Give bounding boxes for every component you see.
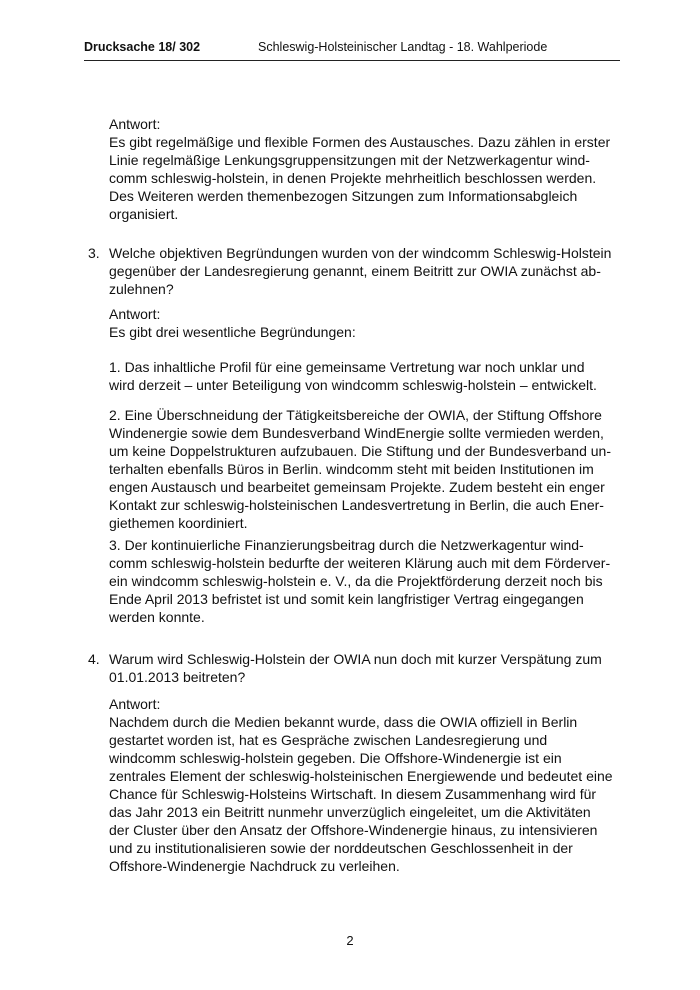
text-line: und zu institutionalisieren sowie der norddeutschen Geschlossenheit in der <box>109 840 573 856</box>
text-line: terhalten ebenfalls Büros in Berlin. windcomm steht mit beiden Institutionen im <box>109 461 594 477</box>
answer-label: Antwort: <box>109 696 161 712</box>
answer-4 <box>109 695 629 875</box>
parliament-title: Schleswig-Holsteinischer Landtag - 18. Wahlperiode <box>258 40 548 54</box>
text-line: zulehnen? <box>109 281 174 297</box>
text-line: Warum wird Schleswig-Holstein der OWIA nun doch mit kurzer Verspätung zum <box>109 651 602 667</box>
text-line: gestartet worden ist, hat es Gespräche zwischen Landesregierung und <box>109 732 548 748</box>
text-line: giethemen koordiniert. <box>109 515 248 531</box>
text-line: Chance für Schleswig-Holsteins Wirtschaft. In diesem Zusammenhang wird für <box>109 786 597 802</box>
text-line: engen Austausch und bearbeitet gemeinsam Projekte. Zudem besteht ein enger <box>109 479 605 495</box>
text-line: Ende April 2013 befristet ist und somit kein langfristiger Vertrag eingegangen <box>109 591 584 607</box>
question-4 <box>109 650 629 686</box>
question-3 <box>109 244 629 298</box>
answer-3-paragraph-1 <box>109 358 629 394</box>
answer-label: Antwort: <box>109 306 161 322</box>
text-line: comm schleswig-holstein, in denen Projekte mehrheitlich beschlossen werden. <box>109 170 597 186</box>
page-number: 2 <box>346 933 354 948</box>
text-line: gegenüber der Landesregierung genannt, einem Beitritt zur OWIA zunächst ab- <box>109 263 601 279</box>
answer-previous <box>109 115 629 223</box>
text-line: Linie regelmäßige Lenkungsgruppensitzungen mit der Netzwerkagentur wind- <box>109 152 590 168</box>
text-line: Kontakt zur schleswig-holsteinischen Landesvertretung in Berlin, die auch Ener- <box>109 497 604 513</box>
question-4-number: 4. <box>88 651 100 667</box>
text-line: Offshore-Windenergie Nachdruck zu verleihen. <box>109 858 400 874</box>
text-line: windcomm schleswig-holstein gegeben. Die Offshore-Windenergie ist ein <box>109 750 562 766</box>
text-line: ein windcomm schleswig-holstein e. V., da die Projektförderung derzeit noch bis <box>109 573 603 589</box>
answer-3 <box>109 305 629 341</box>
text-line: das Jahr 2013 ein Beitritt nunmehr unverzüglich eingeleitet, um die Aktivitäten <box>109 804 591 820</box>
text-line: Es gibt regelmäßige und flexible Formen des Austausches. Dazu zählen in erster <box>109 134 611 150</box>
answer-3-paragraph-2 <box>109 406 629 532</box>
text-line: Nachdem durch die Medien bekannt wurde, dass die OWIA offiziell in Berlin <box>109 714 578 730</box>
text-line: Windenergie sowie dem Bundesverband WindEnergie sollte vermieden werden, <box>109 425 604 441</box>
text-line: 1. Das inhaltliche Profil für eine gemeinsame Vertretung war noch unklar und <box>109 359 585 375</box>
question-3-number: 3. <box>88 245 100 261</box>
answer-intro: Es gibt drei wesentliche Begründungen: <box>109 324 356 340</box>
text-line: 3. Der kontinuierliche Finanzierungsbeitrag durch die Netzwerkagentur wind- <box>109 537 584 553</box>
answer-label: Antwort: <box>109 116 161 132</box>
text-line: wird derzeit – unter Beteiligung von windcomm schleswig-holstein – entwickelt. <box>109 377 597 393</box>
answer-3-paragraph-3 <box>109 536 629 626</box>
text-line: organisiert. <box>109 206 179 222</box>
text-line: 2. Eine Überschneidung der Tätigkeitsbereiche der OWIA, der Stiftung Offshore <box>109 407 602 423</box>
text-line: werden konnte. <box>109 609 205 625</box>
text-line: Des Weiteren werden themenbezogen Sitzungen zum Informationsabgleich <box>109 188 578 204</box>
text-line: comm schleswig-holstein bedurfte der weiteren Klärung auch mit dem Förderver- <box>109 555 611 571</box>
text-line: 01.01.2013 beitreten? <box>109 669 246 685</box>
text-line: um keine Doppelstrukturen aufzubauen. Die Stiftung und der Bundesverband un- <box>109 443 611 459</box>
text-line: der Cluster über den Ansatz der Offshore-Windenergie hinaus, zu intensivieren <box>109 822 598 838</box>
text-line: zentrales Element der schleswig-holsteinischen Energiewende und bedeutet eine <box>109 768 613 784</box>
page-header <box>84 40 620 61</box>
document-reference: Drucksache 18/ 302 <box>84 40 201 54</box>
text-line: Welche objektiven Begründungen wurden von der windcomm Schleswig-Holstein <box>109 245 612 261</box>
